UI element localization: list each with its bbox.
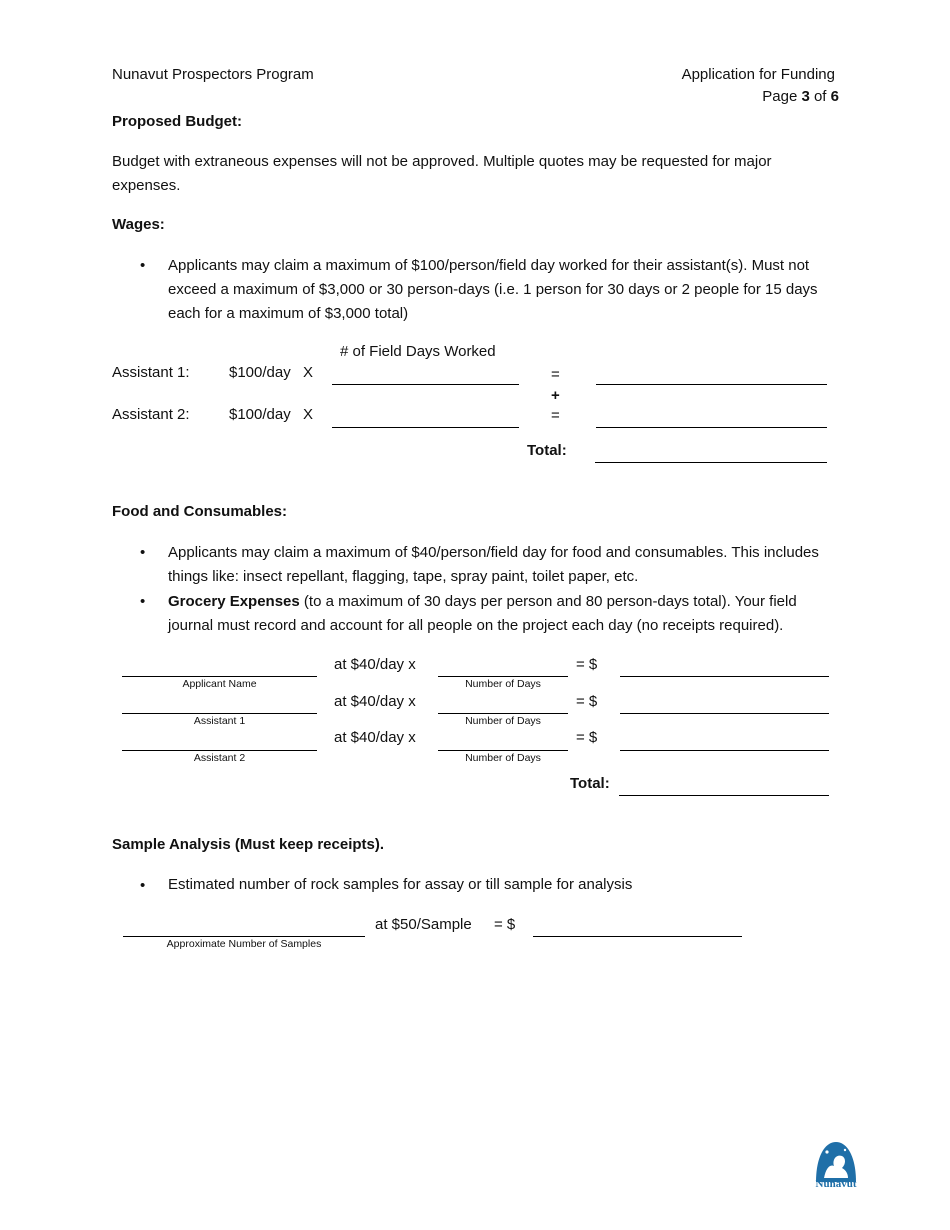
food-rate: at $40/day x (334, 729, 416, 746)
bullet-dot: • (140, 544, 146, 561)
applicant-name-caption: Applicant Name (182, 678, 257, 690)
sample-count-input[interactable] (123, 915, 365, 937)
assistant-2-days-input[interactable] (332, 406, 519, 428)
food-rate: at $40/day x (334, 693, 416, 710)
assistant-2-label: Assistant 2: (112, 406, 190, 423)
sample-amount-input[interactable] (533, 915, 742, 937)
bullet-dot: • (140, 257, 146, 274)
samples-bullet: Estimated number of rock samples for assay or till sample for analysis (168, 876, 633, 893)
logo-text: Nunavut (815, 1178, 857, 1190)
food-total-label: Total: (570, 775, 610, 792)
times-sign: X (303, 406, 314, 423)
page-number: Page 3 of 6 (762, 88, 839, 105)
wages-total-input[interactable] (595, 441, 827, 463)
food-bullet-2: Grocery Expenses (to a maximum of 30 days per person and 80 person-days total). Your field journal must record and account for all people on the project each day (no receipts required). (168, 593, 797, 634)
wages-total-label: Total: (527, 442, 567, 459)
equals-sign: = (551, 407, 560, 424)
header-doc-title: Application for Funding (681, 66, 835, 83)
header-program: Nunavut Prospectors Program (112, 66, 314, 83)
assistant-2-name-input[interactable] (122, 729, 317, 751)
assistant-2-amount-input[interactable] (596, 406, 827, 428)
equals-dollar: = $ (576, 693, 598, 710)
assistant-1-label: Assistant 1: (112, 364, 190, 381)
food-heading: Food and Consumables: (112, 503, 288, 520)
assistant-1-caption: Assistant 1 (193, 715, 246, 727)
applicant-food-amount-input[interactable] (620, 655, 829, 677)
food-total-input[interactable] (619, 774, 829, 796)
food-bullet-1: Applicants may claim a maximum of $40/person/field day for food and consumables. This includes things like: insect repellant, flagging, tape, spray paint, toilet paper, etc. (168, 544, 819, 585)
wages-heading: Wages: (112, 216, 165, 233)
days-caption: Number of Days (465, 715, 541, 727)
equals-dollar: = $ (576, 729, 598, 746)
assistant-1-food-amount-input[interactable] (620, 692, 829, 714)
assistant-1-days-input[interactable] (332, 363, 519, 385)
field-days-column-label: # of Field Days Worked (340, 343, 496, 360)
bullet-dot: • (140, 593, 146, 610)
samples-heading: Sample Analysis (Must keep receipts). (112, 836, 385, 853)
nunavut-logo (812, 1138, 860, 1194)
applicant-days-input[interactable] (438, 655, 568, 677)
assistant-1-name-input[interactable] (122, 692, 317, 714)
equals-sign: = (551, 366, 560, 383)
days-caption: Number of Days (465, 678, 541, 690)
times-sign: X (303, 364, 314, 381)
wage-rate: $100/day (229, 364, 291, 381)
sample-count-caption: Approximate Number of Samples (166, 938, 322, 950)
assistant-2-caption: Assistant 2 (193, 752, 246, 764)
sample-rate: at $50/Sample (375, 916, 472, 933)
applicant-name-input[interactable] (122, 655, 317, 677)
proposed-budget-intro: Budget with extraneous expenses will not be approved. Multiple quotes may be requested for major expenses. (112, 153, 772, 194)
assistant-1-amount-input[interactable] (596, 363, 827, 385)
bullet-dot: • (140, 877, 146, 894)
food-rate: at $40/day x (334, 656, 416, 673)
days-caption: Number of Days (465, 752, 541, 764)
assistant-2-food-amount-input[interactable] (620, 729, 829, 751)
equals-dollar: = $ (494, 916, 516, 933)
assistant-2-food-days-input[interactable] (438, 729, 568, 751)
wages-bullet: Applicants may claim a maximum of $100/person/field day worked for their assistant(s). Must not exceed a maximum of $3,000 or 30 person-days (i.e. 1 person for 30 days or 2 people for 15 days each for a maximum of $3,000 total) (168, 257, 818, 322)
equals-dollar: = $ (576, 656, 598, 673)
assistant-1-food-days-input[interactable] (438, 692, 568, 714)
wage-rate: $100/day (229, 406, 291, 423)
proposed-budget-heading: Proposed Budget: (112, 113, 242, 130)
plus-sign: + (551, 387, 560, 404)
